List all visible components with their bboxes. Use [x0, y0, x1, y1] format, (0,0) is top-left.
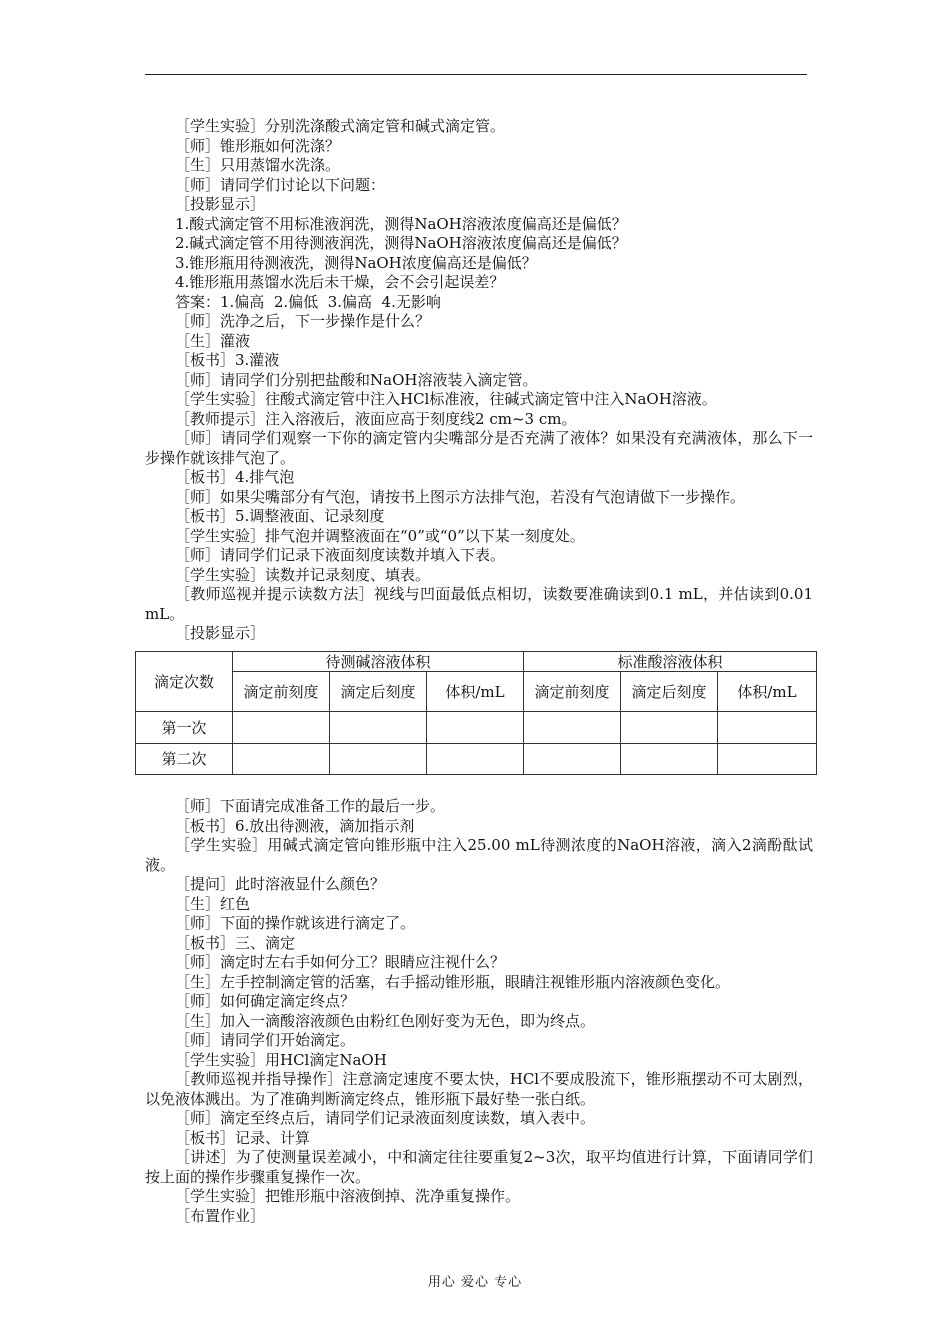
- table-row: [136, 712, 817, 744]
- text-line: 3.锥形瓶用待测液洗，测得NaOH浓度偏高还是偏低？: [175, 253, 537, 272]
- text-line: ［师］如何确定滴定终点？: [175, 992, 356, 1010]
- table-cell: [718, 744, 817, 775]
- text-line: ［板书］三、滴定: [175, 933, 296, 952]
- table-cell: [330, 712, 427, 744]
- table-cell: [330, 744, 427, 775]
- text-line: ［投影显示］: [175, 195, 266, 213]
- text-line: ［师］锥形瓶如何洗涤？: [175, 136, 341, 155]
- row-label: 第一次: [136, 712, 233, 744]
- text-line: 1.酸式滴定管不用标准液润洗，测得NaOH溶液浓度偏高还是偏低？: [175, 214, 627, 233]
- text-line: ［布置作业］: [175, 1206, 266, 1225]
- table-cell: [524, 712, 621, 744]
- text-line: ［师］请同学们记录下液面刻度读数并填入下表。: [175, 546, 506, 564]
- text-line: ［师］下面请完成准备工作的最后一步。: [175, 797, 446, 815]
- text-line: ［板书］6.放出待测液，滴加指示剂: [175, 816, 415, 835]
- text-line: ［生］加入一滴酸溶液颜色由粉红色刚好变为无色，即为终点。: [175, 1011, 596, 1030]
- table-cell: [233, 712, 330, 744]
- text-line: ［师］请同学们开始滴定。: [175, 1031, 356, 1049]
- text-line: ［生］左手控制滴定管的活塞，右手摇动锥形瓶，眼睛注视锥形瓶内溶液颜色变化。: [175, 972, 731, 991]
- table-corner-header: 滴定次数: [136, 652, 233, 712]
- group-header-acid: 标准酸溶液体积: [524, 652, 817, 672]
- text-line: ［学生实验］往酸式滴定管中注入HCl标准液，往碱式滴定管中注入NaOH溶液。: [175, 390, 717, 408]
- text-line: ［学生实验］排气泡并调整液面在“0”或“0”以下某一刻度处。: [175, 526, 585, 545]
- text-line: ［师］如果尖嘴部分有气泡，请按书上图示方法排气泡，若没有气泡请做下一步操作。: [175, 487, 746, 506]
- header-rule: [145, 74, 807, 75]
- text-line: 4.锥形瓶用蒸馏水洗后未干燥，会不会引起误差？: [175, 273, 505, 291]
- text-line: ［板书］5.调整液面、记录刻度: [175, 507, 385, 525]
- page-footer: 用心 爱心 专心: [427, 1275, 523, 1290]
- sub-header: 体积/mL: [427, 672, 524, 712]
- text-line: ［板书］4.排气泡: [175, 468, 295, 486]
- text-line: ［师］请同学们讨论以下问题：: [175, 175, 386, 194]
- text-line: ［师］滴定至终点后，请同学们记录液面刻度读数，填入表中。: [175, 1109, 596, 1127]
- text-line: ［生］灌液: [175, 331, 251, 350]
- text-line: ［师］下面的操作就该进行滴定了。: [175, 914, 416, 932]
- table-cell: [621, 744, 718, 775]
- text-line: ［学生实验］用碱式滴定管向锥形瓶中注入25.00 mL待测浓度的NaOH溶液，滴入2滴酚酞试液。: [145, 836, 813, 874]
- text-line: ［讲述］为了使测量误差减小，中和滴定往往要重复2~3次，取平均值进行计算，下面请同学们按上面的操作步骤重复操作一次。: [145, 1148, 813, 1186]
- text-line: ［师］请同学们观察一下你的滴定管内尖嘴部分是否充满了液体？如果没有充满液体，那么下一步操作就该排气泡了。: [145, 429, 813, 467]
- sub-header: 体积/mL: [718, 672, 817, 712]
- bottom-text-block: [145, 797, 813, 1226]
- sub-header: 滴定后刻度: [621, 672, 718, 712]
- text-line: ［教师巡视并提示读数方法］视线与凹面最低点相切，读数要准确读到0.1 mL，并估读到0.01 mL。: [145, 585, 818, 623]
- table-cell: [524, 744, 621, 775]
- text-line: ［学生实验］用HCl滴定NaOH: [175, 1050, 387, 1069]
- table-cell: [427, 744, 524, 775]
- table-cell: [621, 712, 718, 744]
- text-line: ［投影显示］: [175, 624, 266, 642]
- text-line: ［教师提示］注入溶液后，液面应高于刻度线2 cm~3 cm。: [175, 409, 577, 428]
- text-line: ［生］只用蒸馏水洗涤。: [175, 156, 341, 174]
- text-line: ［学生实验］分别洗涤酸式滴定管和碱式滴定管。: [175, 117, 506, 135]
- text-line: ［师］请同学们分别把盐酸和NaOH溶液装入滴定管。: [175, 370, 538, 389]
- text-line: ［师］洗净之后，下一步操作是什么？: [175, 312, 431, 330]
- text-line: ［教师巡视并指导操作］注意滴定速度不要太快，HCl不要成股流下，锥形瓶摆动不可太剧烈，以免液体溅出。为了准确判断滴定终点，锥形瓶下最好垫一张白纸。: [145, 1070, 813, 1108]
- text-line: ［板书］3.灌液: [175, 351, 280, 369]
- table-cell: [718, 712, 817, 744]
- sub-header: 滴定前刻度: [524, 672, 621, 712]
- top-text-block: [145, 117, 818, 644]
- sub-header: 滴定前刻度: [233, 672, 330, 712]
- text-line: ［学生实验］读数并记录刻度、填表。: [175, 565, 431, 584]
- row-label: 第二次: [136, 744, 233, 775]
- titration-record-table: [135, 651, 817, 775]
- table-row: [136, 744, 817, 775]
- table-cell: [427, 712, 524, 744]
- text-line: 2.碱式滴定管不用待测液润洗，测得NaOH溶液浓度偏高还是偏低？: [175, 234, 627, 252]
- text-line: ［提问］此时溶液显什么颜色？: [175, 875, 386, 893]
- text-line: ［师］滴定时左右手如何分工？眼睛应注视什么？: [175, 953, 506, 971]
- sub-header: 滴定后刻度: [330, 672, 427, 712]
- text-line: ［生］红色: [175, 894, 251, 913]
- text-line: 答案：1.偏高 2.偏低 3.偏高 4.无影响: [175, 292, 441, 311]
- table-cell: [233, 744, 330, 775]
- group-header-base: 待测碱溶液体积: [233, 652, 524, 672]
- text-line: ［学生实验］把锥形瓶中溶液倒掉、洗净重复操作。: [175, 1187, 521, 1205]
- text-line: ［板书］记录、计算: [175, 1128, 311, 1147]
